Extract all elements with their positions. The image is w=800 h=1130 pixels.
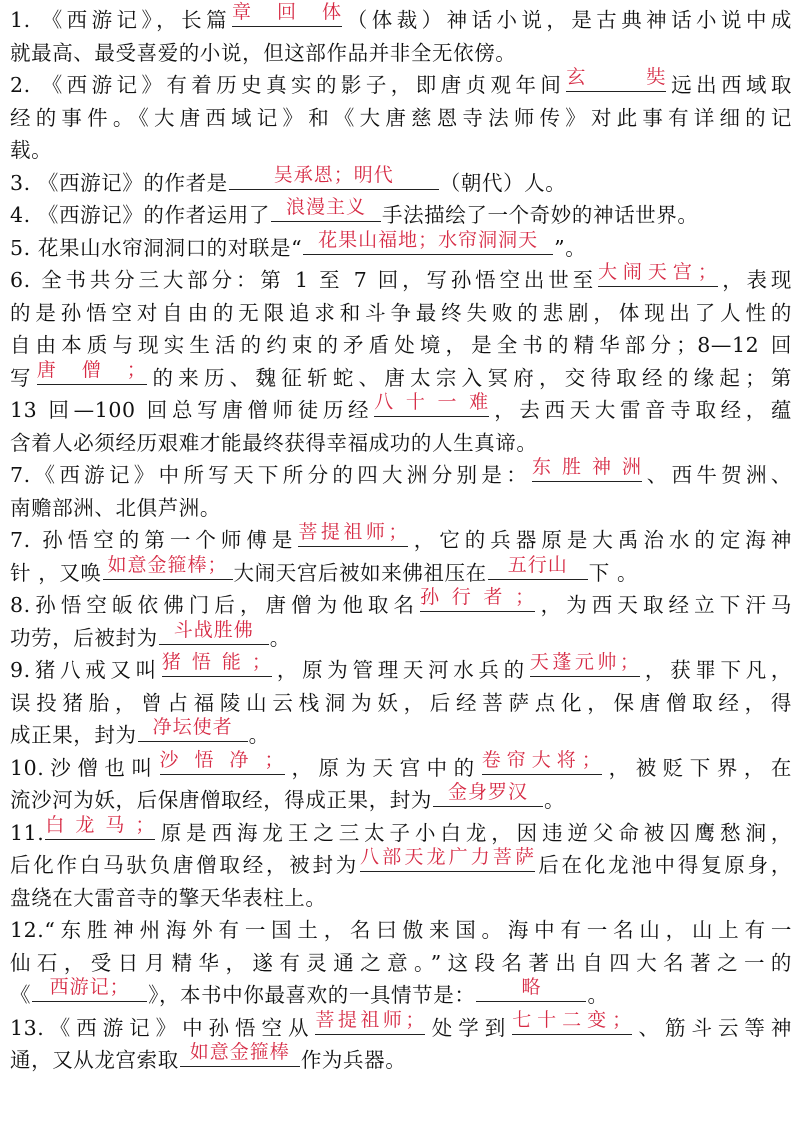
question-text: 的来历、魏征斩蛇、唐太宗入冥府，交待取经的缘起；第 — [147, 365, 793, 390]
handwritten-answer: 五行山 — [507, 553, 568, 576]
question-line — [10, 976, 792, 1012]
question-text: 误投猪胎，曾占福陵山云栈洞为妖，后经菩萨点化，保唐僧取经，得 — [10, 690, 792, 715]
answer-blank — [45, 813, 156, 840]
question-line — [10, 846, 793, 882]
question-text: 功劳，后被封为 — [10, 625, 158, 650]
answer-blank — [315, 1008, 426, 1035]
answer-blank — [512, 1008, 633, 1035]
answer-blank — [32, 976, 147, 1002]
handwritten-answer: 天蓬元帅； — [529, 651, 640, 673]
question-line — [10, 553, 792, 590]
question-text: 9.猪八戒又叫 — [10, 658, 161, 682]
question-line — [10, 391, 792, 427]
handwritten-answer: 菩提祖师； — [298, 521, 409, 543]
answer-blank — [476, 976, 586, 1002]
question-text: 含着人必须经历艰难才能最终获得幸福成功的人生真谛。 — [10, 430, 538, 455]
question-text: 。 — [587, 983, 609, 1007]
question-line — [10, 947, 792, 980]
question-text: 8.孙悟空皈依佛门后，唐僧为他取名 — [10, 593, 420, 617]
question-line — [10, 134, 792, 167]
question-3 — [10, 163, 792, 200]
question-text: 处学到 — [426, 1015, 512, 1040]
question-line — [10, 1, 792, 37]
question-line — [10, 914, 792, 947]
handwritten-answer: 东胜神洲 — [532, 456, 643, 478]
question-text: 5. 花果山水帘洞洞口的对联是“ — [10, 235, 303, 260]
answer-blank — [138, 716, 248, 742]
answer-blank — [360, 846, 536, 872]
question-line — [10, 687, 792, 720]
answer-blank — [103, 553, 233, 580]
question-14 — [10, 1008, 792, 1077]
handwritten-answer: 金身罗汉 — [447, 781, 528, 803]
question-text: 后化作白马驮负唐僧取经，被封为 — [10, 853, 360, 877]
question-line — [10, 882, 792, 915]
question-text: 4. 《西游记》的作者运用了 — [10, 203, 270, 227]
question-text: ，为西天取经立下汗马 — [536, 593, 793, 617]
question-text: 12.“东胜神州海外有一国土，名曰傲来国。海中有一名山，山上有一 — [10, 918, 792, 942]
question-9 — [10, 586, 793, 654]
question-text: ，它的兵器原是大禹治水的定海神 — [409, 528, 793, 552]
question-line — [10, 521, 793, 557]
question-text: 下 。 — [588, 560, 639, 585]
question-line — [10, 163, 792, 200]
question-text: 原是西海龙王之三太子小白龙，因违逆父命被囚鹰愁涧， — [156, 820, 792, 845]
question-line — [10, 297, 792, 330]
handwritten-answer: 玄奘 — [566, 66, 667, 88]
handwritten-answer: 白龙马； — [45, 813, 156, 836]
question-line — [10, 813, 792, 850]
answer-blank — [374, 391, 490, 417]
question-text: 后在化龙池中得复原身， — [536, 853, 793, 877]
question-text: 13.《西游记》中孙悟空从 — [10, 1015, 315, 1040]
question-text: 、西牛贺洲、 — [643, 463, 792, 487]
answer-blank — [159, 748, 285, 775]
question-text: 远出西域取 — [667, 73, 792, 97]
question-line — [10, 228, 792, 265]
answer-blank — [433, 781, 543, 807]
answer-blank — [232, 1, 343, 27]
question-text: 针 ，又唤 — [10, 560, 102, 585]
question-text: 仙石，受日月精华，遂有灵通之意。”这段名著出自四大名著之一的 — [10, 950, 792, 975]
answer-blank — [420, 586, 536, 612]
question-5 — [10, 228, 792, 265]
handwritten-answer: 大闹天宫； — [597, 261, 718, 283]
question-text: 7.《西游记》中所写天下所分的四大洲分别是： — [10, 463, 532, 487]
handwritten-answer: 卷帘大将； — [481, 748, 602, 771]
question-text: 》，本书中你最喜欢的一具情节是： — [148, 983, 476, 1007]
question-line — [10, 781, 792, 817]
handwritten-answer: 八十一难 — [374, 391, 490, 413]
question-line — [10, 748, 792, 785]
handwritten-answer: 孙行者； — [420, 586, 536, 608]
question-text: 写 — [10, 365, 36, 390]
question-text: （朝代）人。 — [439, 170, 567, 195]
question-text: ，获罪下凡， — [640, 658, 792, 682]
question-text: 手法描绘了一个奇妙的神话世界。 — [381, 203, 699, 227]
question-text: ，原为管理天河水兵的 — [272, 658, 529, 682]
question-text: 1. 《西游记》，长篇 — [10, 8, 232, 32]
question-line — [10, 196, 792, 232]
question-line — [10, 66, 792, 102]
answer-blank — [532, 456, 643, 482]
question-line — [10, 1008, 792, 1045]
handwritten-answer: 吴承恩；明代 — [273, 163, 394, 186]
question-text: ，表现 — [718, 268, 792, 292]
question-12 — [10, 813, 793, 915]
handwritten-answer: 西游记； — [49, 976, 130, 998]
handwritten-answer: 菩提祖师； — [315, 1008, 426, 1031]
question-text: 大闹天宫后被如来佛祖压在 — [233, 560, 487, 585]
handwritten-answer: 唐僧； — [36, 358, 147, 381]
question-line — [10, 618, 792, 655]
question-2 — [10, 66, 792, 167]
answer-blank — [161, 651, 272, 677]
question-text: ，原为天宫中的 — [285, 755, 481, 780]
question-text: ”。 — [554, 235, 587, 260]
handwritten-answer: 净坛使者 — [152, 716, 233, 738]
question-text: 就最高、最受喜爱的小说，但这部作品并非全无依傍。 — [10, 40, 517, 65]
question-8 — [10, 521, 793, 589]
handwritten-answer: 略 — [521, 976, 542, 998]
answer-blank — [271, 196, 381, 222]
question-text: ，去西天大雷音寺取经，蕴 — [490, 398, 792, 422]
question-text: 作为兵器。 — [300, 1048, 407, 1072]
handwritten-answer: 如意金箍棒； — [107, 553, 228, 576]
handwritten-answer: 浪漫主义 — [285, 196, 366, 218]
question-text: 盘绕在大雷音寺的擎天华表柱上。 — [10, 885, 327, 910]
answer-blank — [298, 521, 409, 547]
answer-blank — [529, 651, 640, 677]
question-6 — [10, 261, 793, 459]
handwritten-answer: 如意金箍棒 — [189, 1041, 290, 1063]
answer-blank — [481, 748, 602, 775]
question-line — [10, 456, 792, 492]
answer-blank — [229, 163, 439, 190]
question-11 — [10, 748, 792, 817]
question-text: 的是孙悟空对自由的无限追求和斗争最终失败的悲剧，体现出了人性的 — [10, 300, 792, 325]
handwritten-answer: 七十二变； — [512, 1008, 633, 1031]
answer-blank — [488, 553, 588, 580]
question-line — [10, 261, 792, 297]
question-text: 10.沙僧也叫 — [10, 755, 159, 780]
question-text: 。 — [544, 788, 566, 812]
question-line — [10, 37, 792, 70]
question-text: 。 — [248, 723, 270, 747]
question-13 — [10, 914, 792, 1012]
question-text: 2. 《西游记》有着历史真实的影子，即唐贞观年间 — [10, 73, 566, 97]
question-text: 载。 — [10, 138, 53, 162]
question-text: 。 — [269, 625, 291, 650]
question-text: 《 — [10, 983, 32, 1007]
handwritten-answer: 章回体 — [232, 1, 343, 23]
answer-blank — [303, 228, 553, 255]
question-line — [10, 586, 793, 622]
answer-blank — [597, 261, 718, 287]
question-text: 6. 全书共分三大部分：第 1 至 7 回，写孙悟空出世至 — [10, 268, 597, 292]
question-line — [10, 651, 792, 687]
question-text: 通，又从龙宫索取 — [10, 1048, 179, 1072]
question-1 — [10, 1, 792, 69]
question-text: 7. 孙悟空的第一个师傅是 — [10, 528, 298, 552]
question-text: 3. 《西游记》的作者是 — [10, 170, 228, 195]
question-4 — [10, 196, 792, 232]
question-text: 11. — [10, 820, 45, 845]
question-text: 13 回—100 回总写唐僧师徒历经 — [10, 398, 374, 422]
handwritten-answer: 猪悟能； — [161, 651, 272, 673]
question-text: 自由本质与现实生活的约束的矛盾处境，是全书的精华部分；8—12 回 — [10, 333, 792, 357]
question-text: ，被贬下界，在 — [602, 755, 792, 780]
question-line — [10, 427, 792, 460]
question-text: 南赡部洲、北俱芦洲。 — [10, 495, 221, 520]
question-line — [10, 358, 793, 395]
question-text: （体裁）神话小说，是古典神话小说中成 — [343, 8, 792, 32]
answer-blank — [566, 66, 667, 92]
question-line — [10, 716, 792, 752]
handwritten-answer: 花果山福地；水帘洞洞天 — [318, 228, 539, 251]
handwritten-answer: 斗战胜佛 — [173, 618, 254, 641]
question-text: 流沙河为妖，后保唐僧取经，得成正果，封为 — [10, 788, 432, 812]
question-line — [10, 102, 792, 135]
handwritten-answer: 八部天龙广力菩萨 — [360, 846, 536, 868]
worksheet — [10, 1, 793, 1077]
answer-blank — [180, 1041, 300, 1067]
answer-blank — [36, 358, 147, 385]
question-text: 成正果，封为 — [10, 723, 137, 747]
question-10 — [10, 651, 792, 752]
question-line — [10, 1041, 792, 1077]
question-text: 经的事件。《大唐西域记》和《大唐慈恩寺法师传》对此事有详细的记 — [10, 105, 792, 130]
answer-blank — [159, 618, 269, 645]
question-line — [10, 329, 792, 362]
question-line — [10, 492, 792, 525]
question-text: 、筋斗云等神 — [633, 1015, 792, 1040]
handwritten-answer: 沙悟净； — [159, 748, 285, 771]
question-7 — [10, 456, 792, 524]
